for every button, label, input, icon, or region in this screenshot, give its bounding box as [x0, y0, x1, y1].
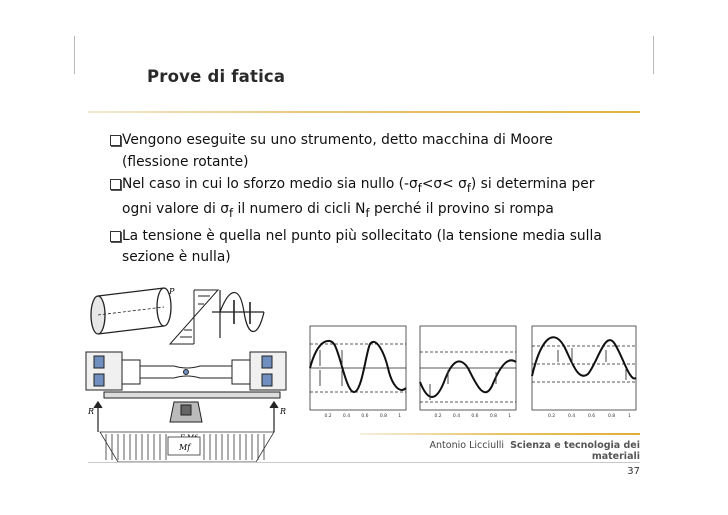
- x-tick-label: 1: [628, 414, 631, 419]
- bullet-text: <σ< σ: [421, 176, 467, 192]
- bullet-item: [110, 226, 640, 269]
- bottom-divider: [88, 462, 640, 463]
- x-tick-label: 0.4: [568, 414, 576, 419]
- bullet-box-icon: [110, 135, 121, 146]
- x-tick-label: 1: [398, 414, 402, 419]
- bullet-box-icon: [110, 231, 121, 242]
- reaction-label-right: R: [280, 407, 287, 416]
- footer-author: Antonio Licciulli: [429, 440, 505, 451]
- x-tick-label: 0.6: [361, 414, 369, 419]
- bullet-text-line2: il numero di cicli N: [233, 201, 366, 218]
- bullet-text-line2: (flessione rotante): [122, 153, 249, 170]
- stress-cycle-plot-2: [420, 326, 516, 410]
- bullet-text-line2: perché il provino si rompa: [369, 201, 554, 218]
- subscript: f: [466, 180, 471, 195]
- footer-underline: [360, 433, 640, 435]
- footer-course: Scienza e tecnologia dei materiali: [510, 440, 640, 462]
- load-label-p: P: [169, 287, 175, 296]
- x-tick-label: 0.8: [379, 414, 388, 419]
- corner-mark-top-right: [653, 36, 654, 74]
- x-tick-label: 0.8: [608, 414, 616, 419]
- bullet-box-icon: [110, 179, 121, 190]
- slide-title: Prove di fatica: [147, 67, 286, 86]
- title-underline: [88, 111, 640, 113]
- bullet-text: ) si determina per: [470, 176, 595, 192]
- bullet-text: La tensione è quella nel punto più sollecitato (la tensione media sulla: [122, 227, 602, 244]
- x-tick-label: 0.6: [588, 414, 596, 419]
- stress-cycle-plot-3: [532, 326, 636, 410]
- moment-label: Mf: [179, 443, 191, 452]
- x-axis-ticks: [324, 413, 631, 419]
- bullet-item: [110, 174, 640, 225]
- page-number: 37: [627, 466, 640, 477]
- x-tick-label: 0.4: [342, 414, 351, 419]
- x-tick-label: 1: [508, 414, 512, 419]
- x-tick-label: 0.2: [548, 414, 556, 419]
- bullet-text: Vengono eseguite su uno strumento, detto macchina di Moore: [122, 132, 553, 148]
- bullet-list: [110, 130, 640, 269]
- x-tick-label: 0.6: [471, 414, 479, 419]
- bullet-text-line2: sezione è nulla): [122, 249, 231, 265]
- x-tick-label: 0.4: [452, 414, 461, 419]
- reaction-label-left: R: [88, 407, 95, 416]
- bullet-text-line2: ogni valore di σ: [122, 201, 230, 218]
- stress-cycle-plots: [296, 322, 642, 422]
- subscript: f: [365, 206, 370, 220]
- subscript: f: [417, 180, 422, 195]
- x-tick-label: 0.8: [489, 414, 498, 419]
- x-tick-label: 0.2: [324, 414, 332, 419]
- subscript: f: [229, 206, 234, 220]
- footer: [380, 440, 640, 462]
- bullet-text: Nel caso in cui lo sforzo medio sia nullo (-σ: [122, 176, 418, 192]
- moore-machine-diagram: [84, 282, 298, 464]
- bullet-item: [110, 130, 640, 173]
- corner-mark-top-left: [74, 36, 75, 74]
- stress-cycle-plot-1: [310, 326, 406, 410]
- x-tick-label: 0.2: [434, 414, 442, 419]
